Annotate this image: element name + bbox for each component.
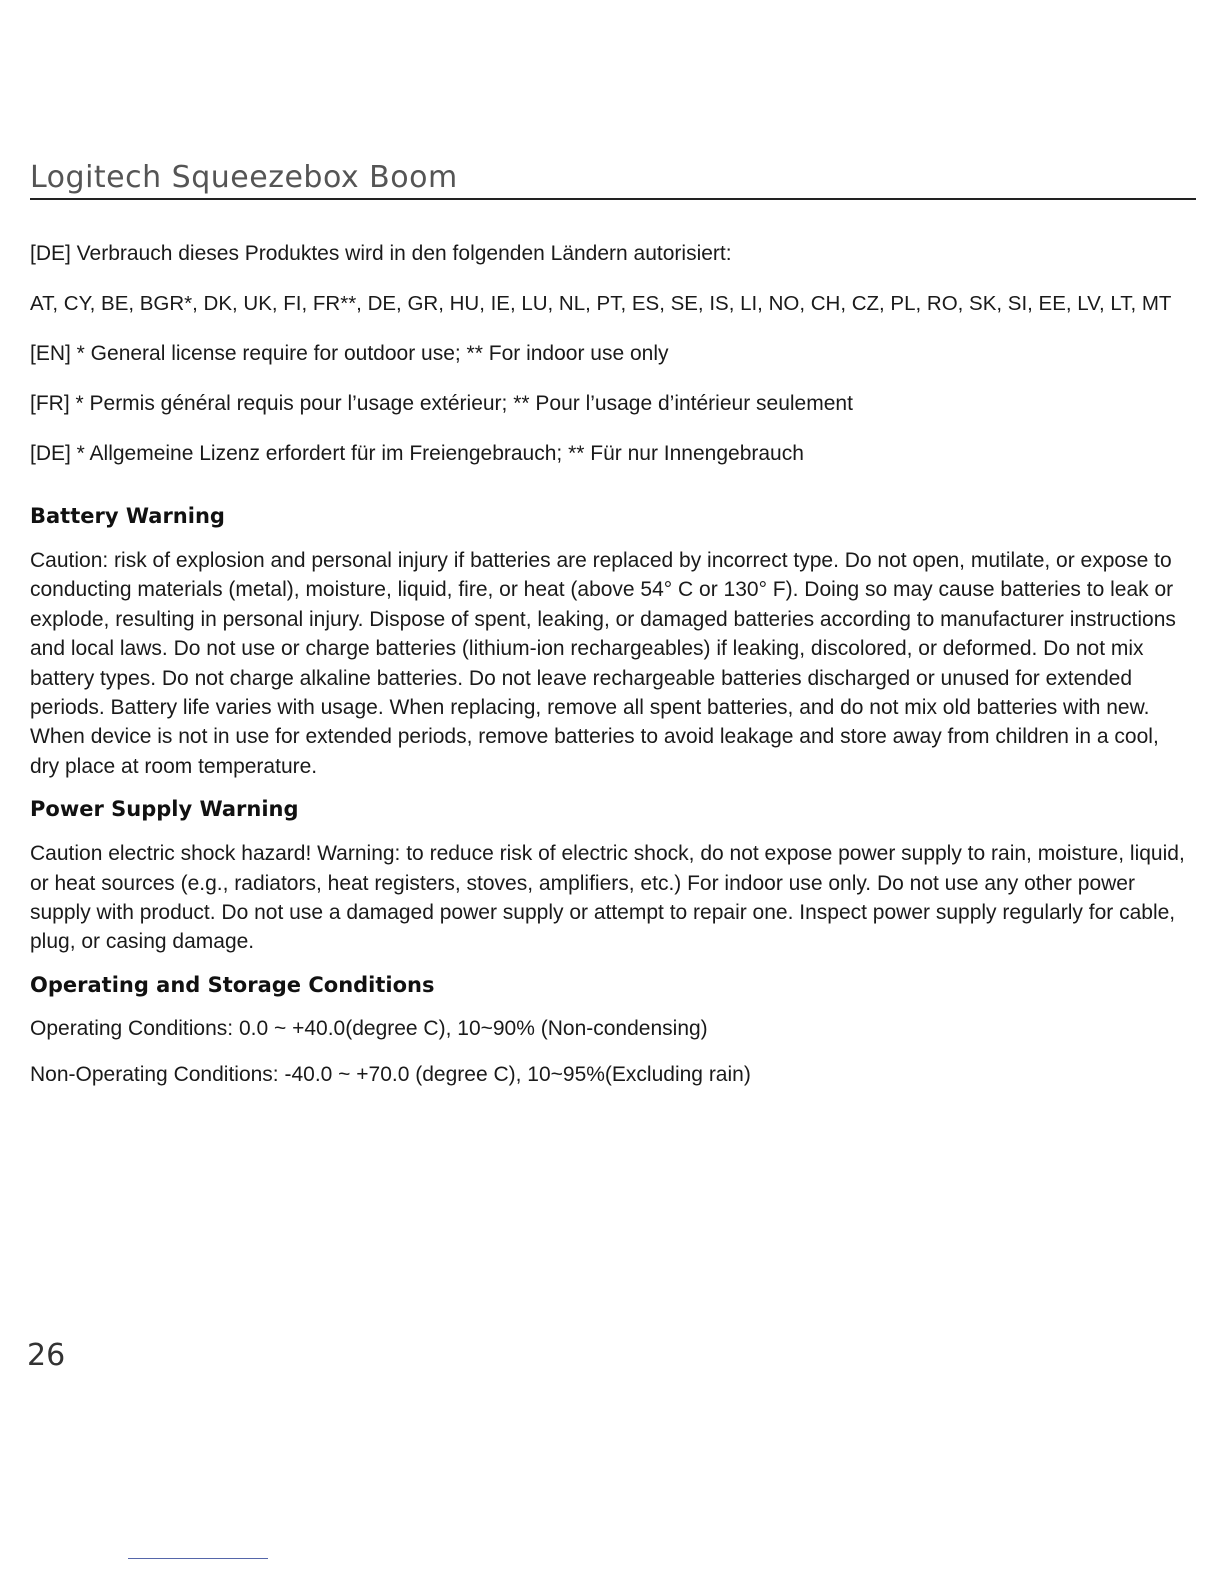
operating-conditions-text: Operating Conditions: 0.0 ~ +40.0(degree C), 10~90% (Non-condensing) (30, 1016, 708, 1040)
page-title: Logitech Squeezebox Boom (30, 160, 458, 195)
operating-conditions-heading: Operating and Storage Conditions (30, 972, 435, 997)
non-operating-conditions-text: Non-Operating Conditions: -40.0 ~ +70.0 (degree C), 10~95%(Excluding rain) (30, 1062, 751, 1086)
footer-divider (128, 1558, 268, 1559)
fr-license-note: [FR] * Permis général requis pour l’usage extérieur; ** Pour l’usage d’intérieur seulement (30, 392, 853, 415)
power-supply-warning-section (30, 795, 1190, 957)
de-authorization-text: [DE] Verbrauch dieses Produktes wird in den folgenden Ländern autorisiert: (30, 242, 732, 265)
power-supply-warning-heading: Power Supply Warning (30, 797, 299, 822)
header-divider (30, 198, 1196, 200)
battery-warning-heading: Battery Warning (30, 504, 225, 528)
country-list: AT, CY, BE, BGR*, DK, UK, FI, FR**, DE, GR, HU, IE, LU, NL, PT, ES, SE, IS, LI, NO, CH, CZ, PL, RO, SK, SI, EE, LV, LT, MT (30, 292, 1172, 315)
page-number: 26 (27, 1338, 66, 1373)
page-header (30, 158, 1196, 200)
power-supply-warning-body: Caution electric shock hazard! Warning: to reduce risk of electric shock, do not expose power supply to rain, moisture, liquid, or heat sources (e.g., radiators, heat registers, stoves, amplifiers, etc.) For indoor use only. Do not use any other power supply with product. Do not use a damaged power supply or attempt to repair one. Inspect power supply regularly for cable, plug, or casing damage. (30, 842, 1185, 954)
en-license-note: [EN] * General license require for outdoor use; ** For indoor use only (30, 342, 669, 365)
page-content (30, 240, 1190, 1107)
operating-conditions-section (30, 971, 1190, 1089)
battery-warning-body: Caution: risk of explosion and personal injury if batteries are replaced by incorrect type. Do not open, mutilate, or expose to conducting materials (metal), moisture, liquid, fire, or heat (above 54° C or 130° F). Doing so may cause batteries to leak or explode, resulting in personal injury. Dispose of spent, leaking, or damaged batteries according to manufacturer instructions and local laws. Do not use or charge batteries (lithium-ion rechargeables) if leaking, discolored, or deformed. Do not mix battery types. Do not charge alkaline batteries. Do not leave rechargeable batteries discharged or unused for extended periods. Battery life varies with usage. When replacing, remove all spent batteries, and do not mix old batteries with new. When device is not in use for extended periods, remove batteries to avoid leakage and store away from children in a cool, dry place at room temperature. (30, 549, 1176, 778)
battery-warning-section (30, 502, 1190, 781)
compliance-declaration (30, 240, 1190, 468)
de-license-note: [DE] * Allgemeine Lizenz erfordert für im Freiengebrauch; ** Für nur Innengebrauch (30, 442, 804, 465)
